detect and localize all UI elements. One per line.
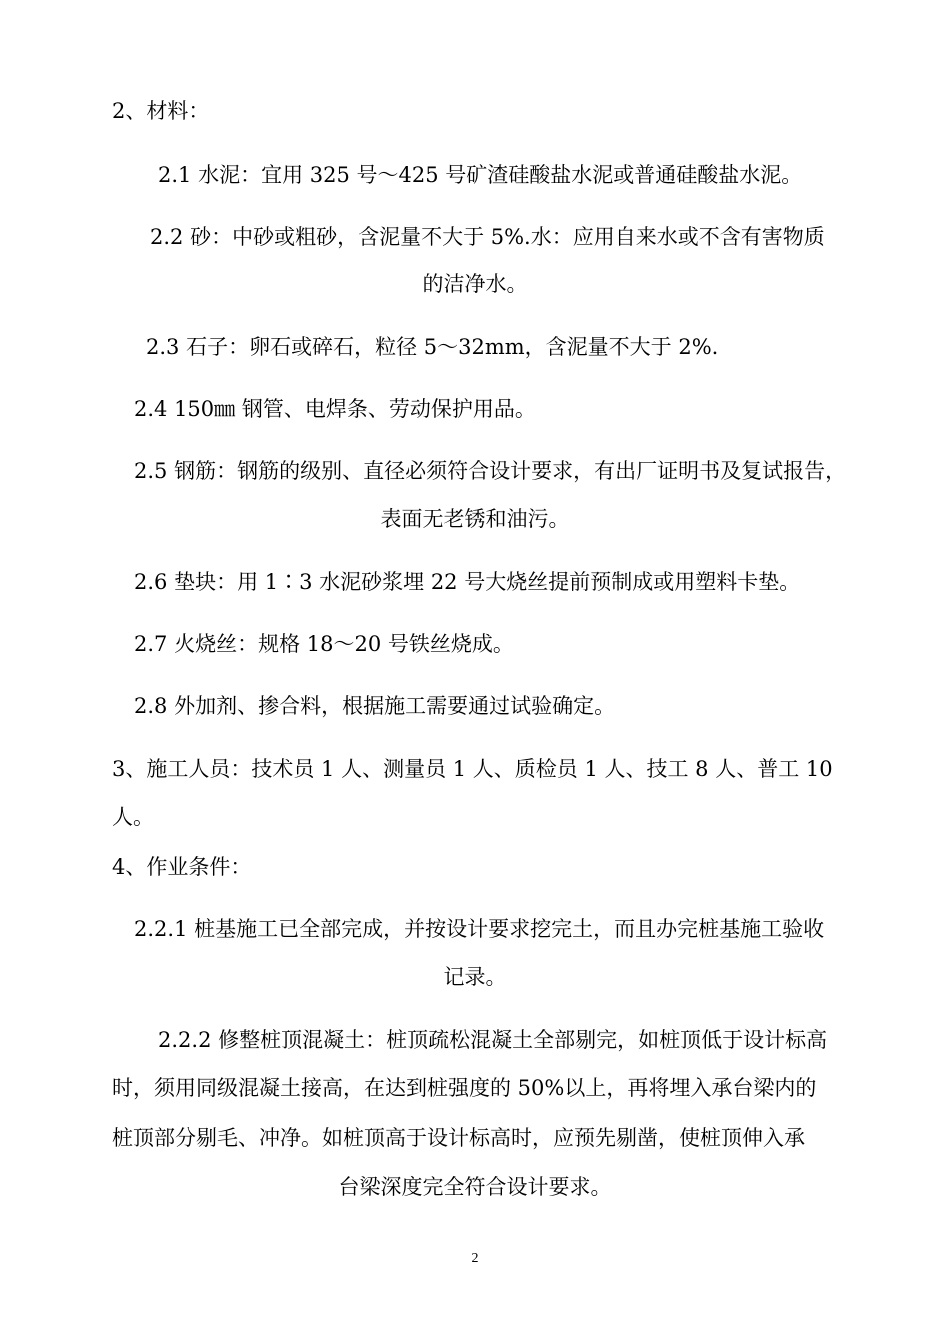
item-2-6-spacer: 2.6 垫块：用 1∶3 水泥砂浆埋 22 号大烧丝提前预制成或用塑料卡垫。 xyxy=(134,570,801,594)
page-number: 2 xyxy=(471,1251,479,1266)
item-2-5-rebar-line1: 2.5 钢筋：钢筋的级别、直径必须符合设计要求，有出厂证明书及复试报告， xyxy=(134,459,847,483)
item-2-2-2-line2: 时，须用同级混凝土接高，在达到桩强度的 50%以上，再将埋入承台梁内的 xyxy=(112,1076,817,1100)
item-2-5-rebar-line2: 表面无老锈和油污。 xyxy=(380,507,570,531)
item-2-2-2-line3: 桩顶部分剔毛、冲净。如桩顶高于设计标高时，应预先剔凿，使桩顶伸入承 xyxy=(112,1126,805,1150)
heading-personnel-line1: 3、施工人员：技术员 1 人、测量员 1 人、质检员 1 人、技工 8 人、普工 10 xyxy=(112,757,833,781)
item-2-2-1-line1: 2.2.1 桩基施工已全部完成，并按设计要求挖完土，而且办完桩基施工验收 xyxy=(134,917,825,941)
item-2-2-2-line1: 2.2.2 修整桩顶混凝土：桩顶疏松混凝土全部剔完，如桩顶低于设计标高 xyxy=(158,1028,828,1052)
item-2-8-additive: 2.8 外加剂、掺合料，根据施工需要通过试验确定。 xyxy=(134,694,616,718)
item-2-2-1-line2: 记录。 xyxy=(443,965,507,989)
item-2-1-cement: 2.1 水泥：宜用 325 号～425 号矿渣硅酸盐水泥或普通硅酸盐水泥。 xyxy=(158,163,803,187)
heading-conditions: 4、作业条件： xyxy=(112,855,252,879)
item-2-2-sand-line2: 的洁净水。 xyxy=(422,272,528,296)
item-2-2-2-line4: 台梁深度完全符合设计要求。 xyxy=(338,1175,612,1199)
item-2-4-pipe: 2.4 150㎜ 钢管、电焊条、劳动保护用品。 xyxy=(134,397,536,421)
item-2-2-sand-line1: 2.2 砂：中砂或粗砂，含泥量不大于 5%.水：应用自来水或不含有害物质 xyxy=(150,225,825,249)
item-2-7-wire: 2.7 火烧丝：规格 18～20 号铁丝烧成。 xyxy=(134,632,514,656)
heading-personnel-line2: 人。 xyxy=(112,805,154,829)
item-2-3-stone: 2.3 石子：卵石或碎石，粒径 5～32mm，含泥量不大于 2%. xyxy=(146,335,719,359)
heading-materials: 2、材料： xyxy=(112,99,210,123)
